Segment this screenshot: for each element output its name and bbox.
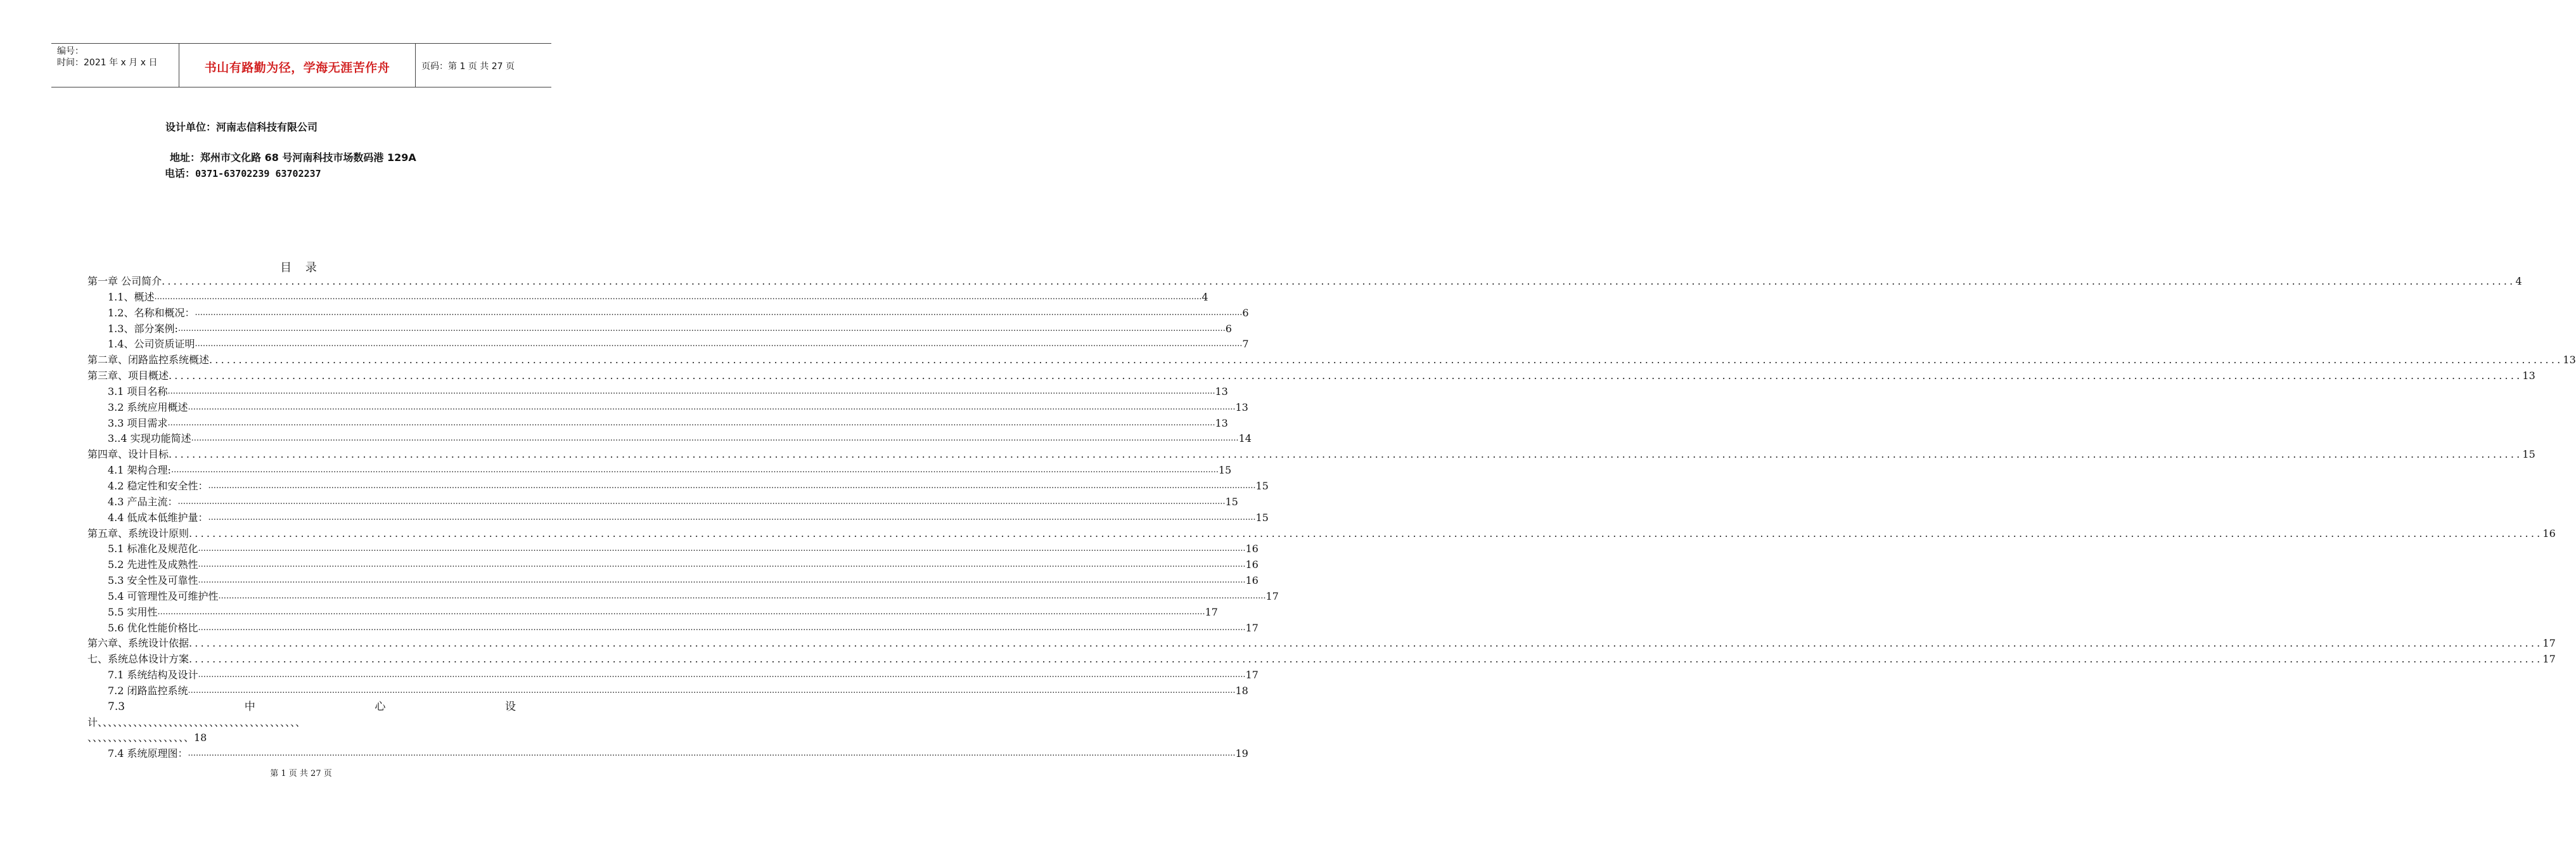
toc-entry-page: 17 [1245, 621, 1259, 634]
toc-entry-page: 17 [1205, 605, 1218, 618]
toc-entry[interactable] [87, 352, 2576, 368]
toc-entry-title: 3.3 项目需求 [108, 416, 168, 429]
toc-entry[interactable] [87, 463, 1232, 479]
toc-leader-dots: ................................................................................................................................................................................................................................................................................................................................................................................................................ [198, 670, 1246, 680]
toc-entry[interactable] [87, 557, 1259, 573]
toc-entry-page: 15 [2522, 448, 2535, 461]
toc-entry-title: 第二章、闭路监控系统概述 [87, 354, 210, 366]
toc-entry-page: 6 [1242, 306, 1249, 319]
toc-entry[interactable] [87, 274, 2522, 290]
header-divider [415, 44, 416, 87]
toc-entry[interactable] [87, 652, 2556, 668]
toc-wrapped-line: 计、、、、、、、、、、、、、、、、、、、、、、、、、、、、、、、、、、、、、、、、 [87, 716, 306, 728]
toc-leader-dots: ................................................................................................................................................................................................................................................................................................................................................................................................................ [154, 292, 1202, 302]
toc-leader-dots: ................................................................................................................................................................................................................................................................................................................................................................................................................ [177, 323, 1226, 333]
toc-leader-dots: ................................................................................................................................................................................................................................................................................................................................................................................................................ [198, 544, 1246, 554]
toc-entry-title: 4.3 产品主流： [108, 495, 178, 508]
toc-entry-wrapped[interactable] [87, 699, 516, 715]
toc-entry[interactable] [87, 573, 1259, 589]
toc-entry-page: 4 [2515, 275, 2522, 287]
toc-entry[interactable] [87, 526, 2556, 542]
toc-leader-dots: ................................................................................................................................................................................................................................................................................................................................................................................................................ [198, 560, 1246, 570]
toc-leader-dots: ................................................................................................................................................................................................................................................................................................................................................................................................................ [169, 370, 2523, 382]
toc-entry[interactable] [87, 621, 1259, 636]
toc-entry-page: 13 [1215, 385, 1228, 397]
toc-entry-page: 13 [1235, 401, 1248, 413]
header-page-label: 页码：第 1 页 共 27 页 [421, 61, 515, 72]
toc-leader-dots: ................................................................................................................................................................................................................................................................................................................................................................................................................ [170, 465, 1219, 475]
toc-wrapped-word: 7.3 [108, 700, 125, 713]
toc-entry-page: 17 [2542, 653, 2556, 666]
toc-leader-dots: ................................................................................................................................................................................................................................................................................................................................................................................................................ [218, 591, 1266, 601]
toc-entry-title: 5.1 标准化及规范化 [108, 543, 198, 555]
toc-leader-dots: ................................................................................................................................................................................................................................................................................................................................................................................................................ [209, 354, 2563, 366]
toc-entry-title: 1.3、部分案例: [108, 322, 178, 335]
toc-entry-title: 3.2 系统应用概述 [108, 401, 188, 413]
header-motto: 书山有路勤为径，学海无涯苦作舟 [204, 61, 390, 75]
toc-entry-page: 16 [2542, 527, 2556, 539]
toc-entry-title: 7.1 系统结构及设计 [108, 669, 198, 681]
toc-entry-title: 4.4 低成本低维护量： [108, 511, 208, 524]
toc-entry[interactable] [87, 589, 1279, 605]
toc-entry-page: 4 [1201, 290, 1208, 303]
toc-wrapped-line: 、、、、、、、、、、、、、、、、、、、、18 [87, 732, 207, 744]
toc-entry[interactable] [87, 668, 1259, 683]
toc-leader-dots: ................................................................................................................................................................................................................................................................................................................................................................................................................ [189, 527, 2543, 539]
phone-value: 0371-63702239 63702237 [195, 168, 321, 179]
toc-entry-page: 17 [2542, 637, 2556, 650]
toc-entry-title: 1.4、公司资质证明 [108, 338, 195, 351]
toc-entry[interactable] [87, 479, 1269, 494]
toc-entry-title: 七、系统总体设计方案 [87, 653, 189, 666]
toc-entry-title: 3.1 项目名称 [108, 385, 168, 397]
address-line [170, 150, 416, 164]
toc-entry-page: 17 [1245, 669, 1259, 681]
toc-entry-page: 13 [1215, 416, 1228, 429]
toc-leader-dots: ................................................................................................................................................................................................................................................................................................................................................................................................................ [169, 448, 2523, 461]
toc-leader-dots: ................................................................................................................................................................................................................................................................................................................................................................................................................ [157, 607, 1205, 617]
toc-entry-page: 17 [1266, 590, 1279, 602]
toc-entry-title: 4.1 架构合理: [108, 464, 171, 477]
toc-wrapped-word: 心 [375, 700, 386, 713]
toc-entry-page: 13 [2563, 354, 2576, 366]
toc-entry-page: 15 [1255, 511, 1269, 524]
design-unit-line [165, 119, 317, 134]
toc-leader-dots: ................................................................................................................................................................................................................................................................................................................................................................................................................ [195, 339, 1243, 349]
toc-leader-dots: ................................................................................................................................................................................................................................................................................................................................................................................................................ [162, 275, 2516, 287]
toc-entry-title: 3..4 实现功能简述 [108, 432, 191, 445]
toc-leader-dots: ................................................................................................................................................................................................................................................................................................................................................................................................................ [167, 418, 1215, 428]
toc-entry-title: 第三章、项目概述 [87, 370, 169, 382]
toc-entry-title: 4.2 稳定性和安全性： [108, 479, 208, 492]
toc-leader-dots: ................................................................................................................................................................................................................................................................................................................................................................................................................ [188, 402, 1236, 412]
toc-entry-page: 15 [1255, 479, 1269, 492]
toc-leader-dots: ................................................................................................................................................................................................................................................................................................................................................................................................................ [188, 685, 1236, 695]
toc-entry-page: 14 [1238, 432, 1252, 445]
toc-entry-page: 18 [1235, 684, 1248, 697]
toc-entry-page: 13 [2522, 370, 2535, 382]
header-meta [57, 46, 157, 68]
toc-entry[interactable] [87, 683, 1248, 699]
document-header [51, 43, 551, 87]
toc-entry-title: 7.2 闭路监控系统 [108, 684, 188, 697]
toc-entry-page: 16 [1245, 574, 1259, 587]
toc-leader-dots: ................................................................................................................................................................................................................................................................................................................................................................................................................ [208, 481, 1256, 491]
toc-entry[interactable] [87, 306, 1249, 321]
toc-leader-dots: ................................................................................................................................................................................................................................................................................................................................................................................................................ [188, 749, 1236, 759]
page-footer: 第 1 页 共 27 页 [270, 769, 332, 778]
table-of-contents [87, 274, 2576, 762]
toc-entry-page: 15 [1218, 464, 1232, 477]
toc-wrapped-word: 设 [504, 700, 516, 713]
toc-entry-title: 第四章、设计目标 [87, 448, 169, 461]
toc-leader-dots: ................................................................................................................................................................................................................................................................................................................................................................................................................ [189, 653, 2543, 666]
toc-title: 目 录 [280, 261, 322, 274]
toc-entry-page: 7 [1242, 338, 1249, 351]
toc-wrapped-word: 中 [244, 700, 255, 713]
toc-entry[interactable] [87, 510, 1269, 526]
phone-label: 电话： [165, 167, 196, 179]
phone-line [165, 165, 321, 180]
design-unit-value: 河南志信科技有限公司 [216, 121, 318, 133]
toc-entry-title: 1.1、概述 [108, 290, 155, 303]
toc-entry[interactable] [87, 290, 1208, 306]
toc-entry[interactable] [87, 384, 1228, 400]
toc-entry[interactable] [87, 368, 2535, 384]
toc-entry-title: 5.2 先进性及成熟性 [108, 558, 198, 571]
toc-leader-dots: ................................................................................................................................................................................................................................................................................................................................................................................................................ [189, 637, 2543, 650]
toc-entry[interactable] [87, 400, 1248, 416]
toc-leader-dots: ................................................................................................................................................................................................................................................................................................................................................................................................................ [191, 434, 1239, 444]
time-label: 时间：2021 年 x 月 x 日 [57, 58, 158, 68]
toc-entry-title: 5.4 可管理性及可维护性 [108, 590, 219, 602]
toc-entry-page: 16 [1245, 558, 1259, 571]
toc-entry[interactable] [87, 431, 1252, 447]
toc-leader-dots: ................................................................................................................................................................................................................................................................................................................................................................................................................ [195, 307, 1243, 318]
address-value: 郑州市文化路 68 号河南科技市场数码港 129A [200, 152, 416, 164]
design-unit-label: 设计单位： [165, 121, 217, 133]
toc-leader-dots: ................................................................................................................................................................................................................................................................................................................................................................................................................ [198, 623, 1246, 633]
toc-leader-dots: ................................................................................................................................................................................................................................................................................................................................................................................................................ [208, 512, 1256, 522]
toc-entry[interactable] [87, 447, 2535, 463]
number-label: 编号： [57, 46, 84, 56]
toc-entry[interactable] [87, 494, 1238, 510]
address-label: 地址： [170, 152, 201, 164]
toc-leader-dots: ................................................................................................................................................................................................................................................................................................................................................................................................................ [198, 576, 1246, 586]
toc-entry-title: 第六章、系统设计依据 [87, 637, 189, 650]
toc-entry-title: 1.2、名称和概况： [108, 306, 195, 319]
toc-entry-page: 6 [1225, 322, 1232, 335]
toc-leader-dots: ................................................................................................................................................................................................................................................................................................................................................................................................................ [167, 386, 1215, 396]
toc-entry[interactable] [87, 416, 1228, 432]
toc-entry-page: 19 [1235, 747, 1248, 760]
toc-entry[interactable] [87, 337, 1249, 352]
toc-entry-title: 第一章 公司简介 [87, 275, 162, 287]
toc-entry-title: 5.5 实用性 [108, 605, 158, 618]
toc-entry-title: 7.4 系统原理图： [108, 747, 188, 760]
toc-entry-title: 5.3 安全性及可靠性 [108, 574, 198, 587]
toc-entry[interactable] [87, 321, 1232, 337]
toc-entry[interactable] [87, 636, 2556, 652]
toc-entry[interactable] [87, 746, 1248, 762]
toc-entry-page: 16 [1245, 543, 1259, 555]
toc-entry-title: 5.6 优化性能价格比 [108, 621, 198, 634]
toc-entry-title: 第五章、系统设计原则 [87, 527, 189, 539]
toc-entry-page: 15 [1225, 495, 1238, 508]
toc-entry[interactable] [87, 605, 1218, 621]
toc-leader-dots: ................................................................................................................................................................................................................................................................................................................................................................................................................ [177, 496, 1226, 507]
toc-entry[interactable] [87, 541, 1259, 557]
